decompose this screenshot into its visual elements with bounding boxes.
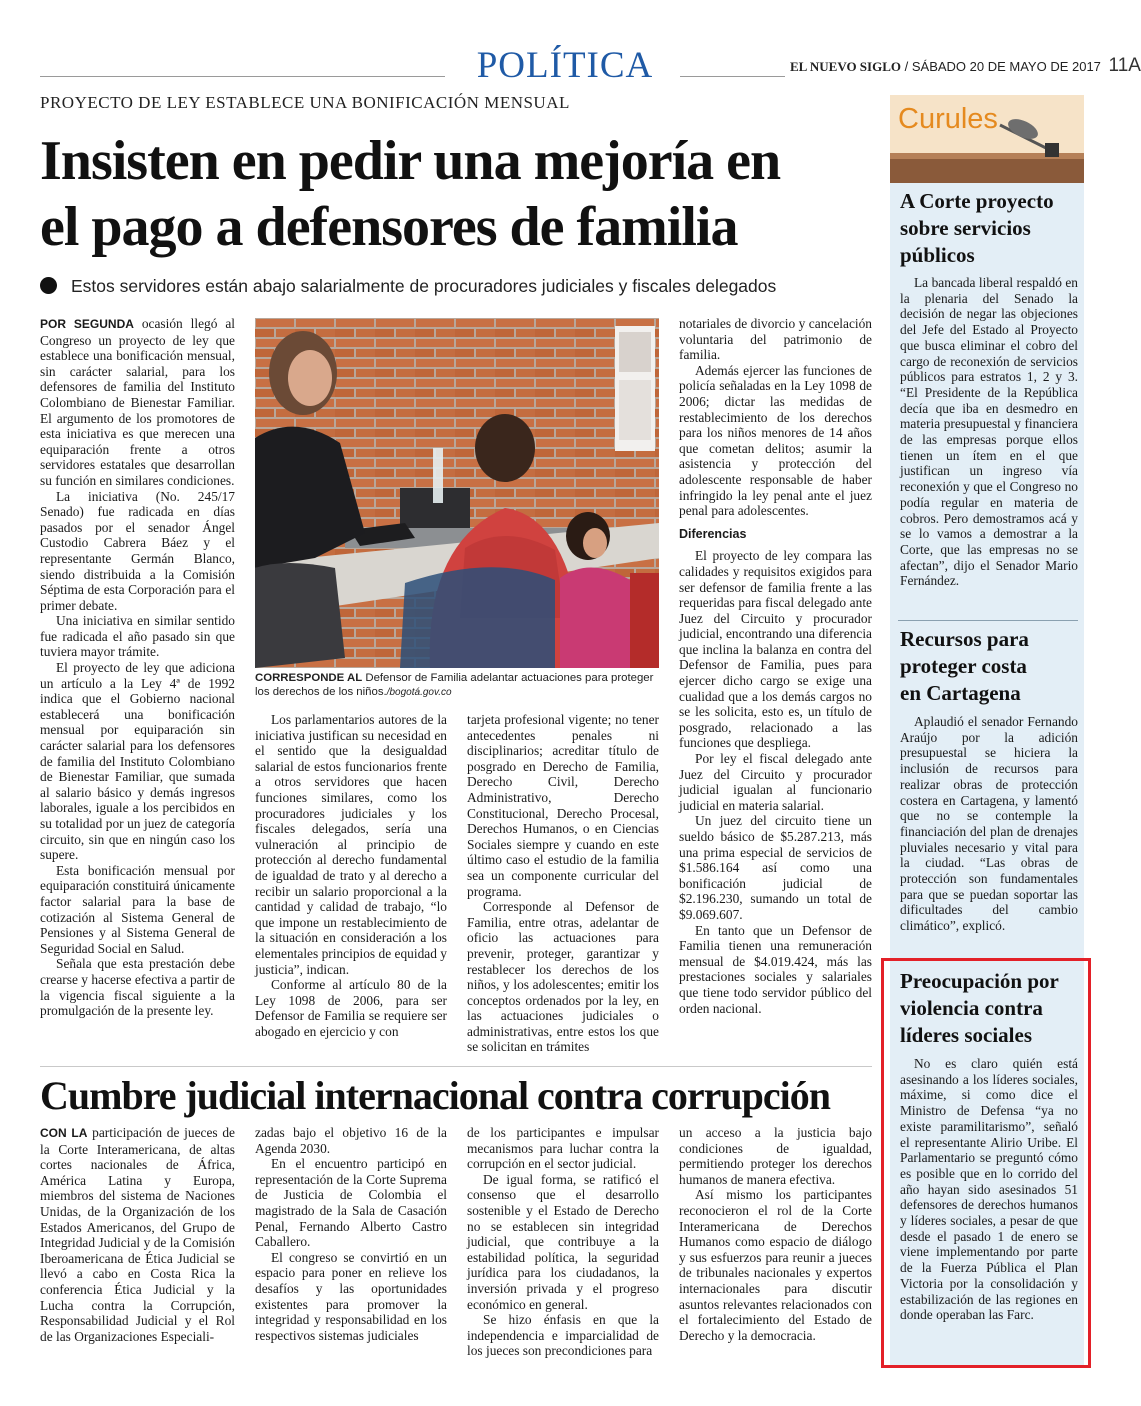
photo-caption — [255, 671, 659, 700]
paragraph: El proyecto de ley compara las calidades y requisitos exigidos para ser defensor de familia frente a las requeridas para fiscal delegado ante Juez del Circuito y procurador judicial, encontrando una diferencia que inclina la balanza en contra del Defensor de Familia, pues para ejercer dicho cargo se exige una cualidad que a los demás cargos no se les solicita, esto es, un título de posgrado, relacionado a las funciones que despliega. — [679, 548, 872, 751]
curules-banner — [890, 95, 1084, 183]
byline-lead: POR SEGUNDA — [40, 317, 134, 331]
story-deck — [40, 276, 870, 297]
sidebar-label: Curules — [898, 103, 998, 135]
paragraph: de los participantes e impulsar mecanismos para luchar contra la corrupción en el sector judicial. — [467, 1125, 659, 1172]
sidebar-divider — [898, 620, 1078, 621]
story2-column-3 — [467, 1125, 659, 1359]
story2-column-1 — [40, 1125, 235, 1344]
paragraph: El proyecto de ley que adiciona un artículo a la Ley 4ª de 1992 indica que el Gobierno nacional establecerá una bonificación mensual por equiparación sin carácter salarial para los defensores de familia del Instituto Colombiano de Bienestar Familiar, que sumada al salario básico y demás ingresos laborales, iguale a los percibidos en su totalidad por un juez de categoría circuito, sin que en ningún caso los supere. — [40, 660, 235, 863]
photo-credit: /bogotá.gov.co — [386, 687, 452, 698]
paragraph: Se hizo énfasis en que la independencia e imparcialidad de los jueces son precondiciones para — [467, 1312, 659, 1359]
byline-lead: CON LA — [40, 1126, 88, 1140]
paragraph: Una iniciativa en similar sentido fue radicada el año pasado sin que tuviera mayor trámite. — [40, 613, 235, 660]
story-kicker: PROYECTO DE LEY ESTABLECE UNA BONIFICACIÓN MENSUAL — [40, 93, 570, 112]
masthead — [790, 55, 1141, 77]
paragraph: El congreso se convirtió en un espacio para poner en relieve los desafíos y las oportunidades existentes para promover la integridad y responsabilidad en los respectivos sistemas judiciales — [255, 1249, 447, 1343]
header-rule-left — [40, 76, 445, 77]
subheading: Diferencias — [679, 526, 747, 541]
story-column-2 — [255, 712, 447, 1039]
headline-line-2: el pago a defensores de familia — [40, 196, 738, 258]
sidebar-item-text: Aplaudió el senador Fernando Araújo por la adición presupuestal se hiciera la inclusión de recursos para realizar obras de protección costera en Cartagena, y lamentó que no se contemple la financiación del plan de drenajes pluviales necesario y vital para la ciudad. “Las obras de protección son fundamentales para que se puedan soportar las dificultades del cambio climático”, explicó. — [900, 714, 1078, 934]
deck-text: Estos servidores están abajo salarialmente de procuradores judiciales y fiscales delegados — [71, 276, 777, 296]
paper-name: EL NUEVO SIGLO — [790, 59, 901, 74]
paragraph: Señala que esta prestación debe crearse y hacerse efectiva a partir de la vigencia fiscal siguiente a la promulgación de la presente ley. — [40, 956, 235, 1019]
paragraph: un acceso a la justicia bajo condiciones de igualdad, permitiendo proteger los derechos humanos de manera efectiva. — [679, 1125, 872, 1187]
issue-date: / SÁBADO 20 DE MAYO DE 2017 — [904, 59, 1101, 74]
page-number: 11A — [1108, 55, 1141, 76]
paragraph: zadas bajo el objetivo 16 de la Agenda 2030. — [255, 1125, 447, 1156]
story2-headline: Cumbre judicial internacional contra corrupción — [40, 1073, 830, 1118]
caption-text: Defensor de Familia adelantar actuaciones para proteger los derechos de los niños. — [255, 672, 654, 698]
story-headline — [40, 128, 870, 260]
sidebar-item-title: A Corte proyecto sobre servicios públicos — [900, 189, 1054, 267]
paragraph: CON LA participación de jueces de la Corte Interamericana, de altas cortes nacionales de África, América Latina y Europa, miembros del sistema de Naciones Unidas, de la Organización de los Estados Americanos, del Grupo de Integridad Judicial y de la Comisión Iberoamericana de Ética Judicial se llevó a cabo en Costa Rica la conferencia Ética Judicial y la Lucha contra la Corrupción, Responsabilidad Judicial y el Rol de las Organizaciones Especiali- — [40, 1125, 235, 1344]
paragraph: Por ley el fiscal delegado ante Juez del Circuito y procurador judicial igualan al funcionario judicial en materia salarial. — [679, 751, 872, 813]
paragraph: En tanto que un Defensor de Familia tienen una remuneración mensual de $4.019.424, más las prestaciones sociales y salariales que tiene todo servidor público del orden nacional. — [679, 922, 872, 1016]
header-rule-right — [680, 76, 785, 77]
paragraph: De igual forma, se ratificó el consenso que el desarrollo sostenible y el Estado de Derecho no se establecen sin integridad judicial, que contribuye a la estabilidad política, la seguridad jurídica para los ciudadanos, la inversión privada y el progreso económico en general. — [467, 1171, 659, 1312]
paragraph: POR SEGUNDA ocasión llegó al Congreso un proyecto de ley que establece una bonificación mensual, sin carácter salarial, para los defensores de familia del Instituto Colombiano de Bienestar Familiar. El argumento de los promotores de esta iniciativa es que merecen una equiparación frente a otros servidores estatales que desarrollan su función en similares condiciones. — [40, 316, 236, 488]
story2-column-2 — [255, 1125, 447, 1343]
paragraph: Así mismo los participantes reconocieron el rol de la Corte Interamericana de Derechos Humanos como espacio de diálogo y sus esfuerzos para reunir a jueces de tribunales nacionales y expertos internacionales para discutir asuntos relevantes relacionados con el fortalecimiento del Estado de Derecho y la democracia. — [679, 1187, 872, 1343]
bullet-icon — [40, 277, 57, 294]
sidebar-item-text: No es claro quién está asesinando a los líderes sociales, máxime, si como dice el Ministro de Defensa “ya no existe paramilitarismo”, señaló el representante Alirio Uribe. El Parlamentario se preguntó cómo es posible que en lo corrido del año hayan sido asesinados 51 defensores de derechos humanos y líderes sociales, a pesar de que desde el pasado 1 de enero se viene implementando por parte de la Fuerza Pública el Plan Victoria por la consolidación y estabilización de las regiones en donde operaban las Farc. — [900, 1056, 1078, 1323]
paragraph: Los parlamentarios autores de la iniciativa justifican su necesidad en el sentido que la desigualdad salarial de estos funcionarios frente a otros servidores que hacen funciones similares, como los procuradores judiciales y los fiscales delegados, sería una vulneración al principio de protección al derecho fundamental de igualdad de trato y al derecho a recibir un salario proporcional a la cantidad y calidad de trabajo, “lo que impone un restablecimiento de la situación en consideración a los elementales principios de equidad y justicia”, indican. — [255, 712, 447, 977]
story2-column-4 — [679, 1125, 872, 1343]
sidebar-item-title: Recursos para proteger costa en Cartagena — [900, 627, 1029, 705]
paragraph: Corresponde al Defensor de Familia, entre otras, adelantar de oficio las actuaciones para prevenir, proteger, garantizar y restablecer los derechos de los niños, y los adolescentes; emitir los conceptos ordenados por la ley, en las actuaciones judiciales o administrativas, entre estos los que se solicitan en trámites — [467, 899, 659, 1055]
paragraph: Conforme al artículo 80 de la Ley 1098 de 2006, para ser Defensor de Familia se requiere ser abogado en ejercicio y con — [255, 977, 447, 1039]
paragraph: Además ejercer las funciones de policía señaladas en la Ley 1098 de 2006; dictar las medidas de restablecimiento de los derechos para los niños menores de 14 años que cometan delitos; asumir la asistencia y protección del adolescente responsable de haber infringido la ley penal ante el juez penal para adolescentes. — [679, 362, 872, 519]
paragraph: notariales de divorcio y cancelación voluntaria del patrimonio de familia. — [679, 316, 872, 363]
caption-lead: CORRESPONDE AL — [255, 672, 363, 684]
story-column-4 — [679, 316, 872, 1016]
story-column-3 — [467, 712, 659, 1055]
paragraph: La iniciativa (No. 245/17 Senado) fue radicada en días pasados por el senador Ángel Custodio Cabrera Báez y el representante Germán Blanco, siendo distribuida a la Comisión Séptima de esta Corporación para el primer debate. — [40, 488, 235, 613]
headline-line-1: Insisten en pedir una mejoría en — [40, 130, 781, 192]
story-photo — [255, 318, 659, 668]
story-column-1 — [40, 316, 235, 1019]
sidebar-item-title: Preocupación por violencia contra líderes sociales — [900, 969, 1059, 1047]
section-title: POLÍTICA — [476, 45, 654, 86]
paragraph: Esta bonificación mensual por equiparación constituirá únicamente factor salarial para la base de cotización al Sistema General de Pensiones y al Sistema General de Seguridad Social en Salud. — [40, 862, 235, 956]
paragraph: Un juez del circuito tiene un sueldo básico de $5.287.213, más una prima especial de servicios de $1.586.164 así como una bonificación judicial de $2.196.230, sumando un total de $9.069.607. — [679, 813, 872, 922]
sidebar-item-text: La bancada liberal respaldó en la plenaria del Senado la decisión de negar las objeciones del Jefe del Estado al Proyecto que busca eliminar el cobro del cargo de reconexión de servicios públicos para estratos 1, 2 y 3. “El Presidente de la República decía que iba en desmedro en materia presupuestal y financiera de las empresas porque ellos tienen un ítem en el que justifican un ingreso vía reconexión y que el Congreso no podía regular en materia de cobros. Pero demostramos acá y se lo vamos a demostrar a la Corte, que las empresas no se afectan”, dijo el Senador Mario Fernández. — [900, 275, 1078, 589]
paragraph: tarjeta profesional vigente; no tener antecedentes penales ni disciplinarios; acreditar título de posgrado en Derecho de Familia, Derecho Civil, Derecho Administrativo, Derecho Constitucional, Derecho Procesal, Derechos Humanos, o en Ciencias Sociales siempre y cuando en este último caso el estudio de la familia sea un componente curricular del programa. — [467, 712, 659, 899]
photo-illustration — [255, 318, 659, 668]
story-divider — [40, 1066, 872, 1067]
paragraph: En el encuentro participó en representación de la Corte Suprema de Justicia de Colombia el magistrado de la Sala de Casación Penal, Fernando Alberto Castro Caballero. — [255, 1156, 447, 1250]
